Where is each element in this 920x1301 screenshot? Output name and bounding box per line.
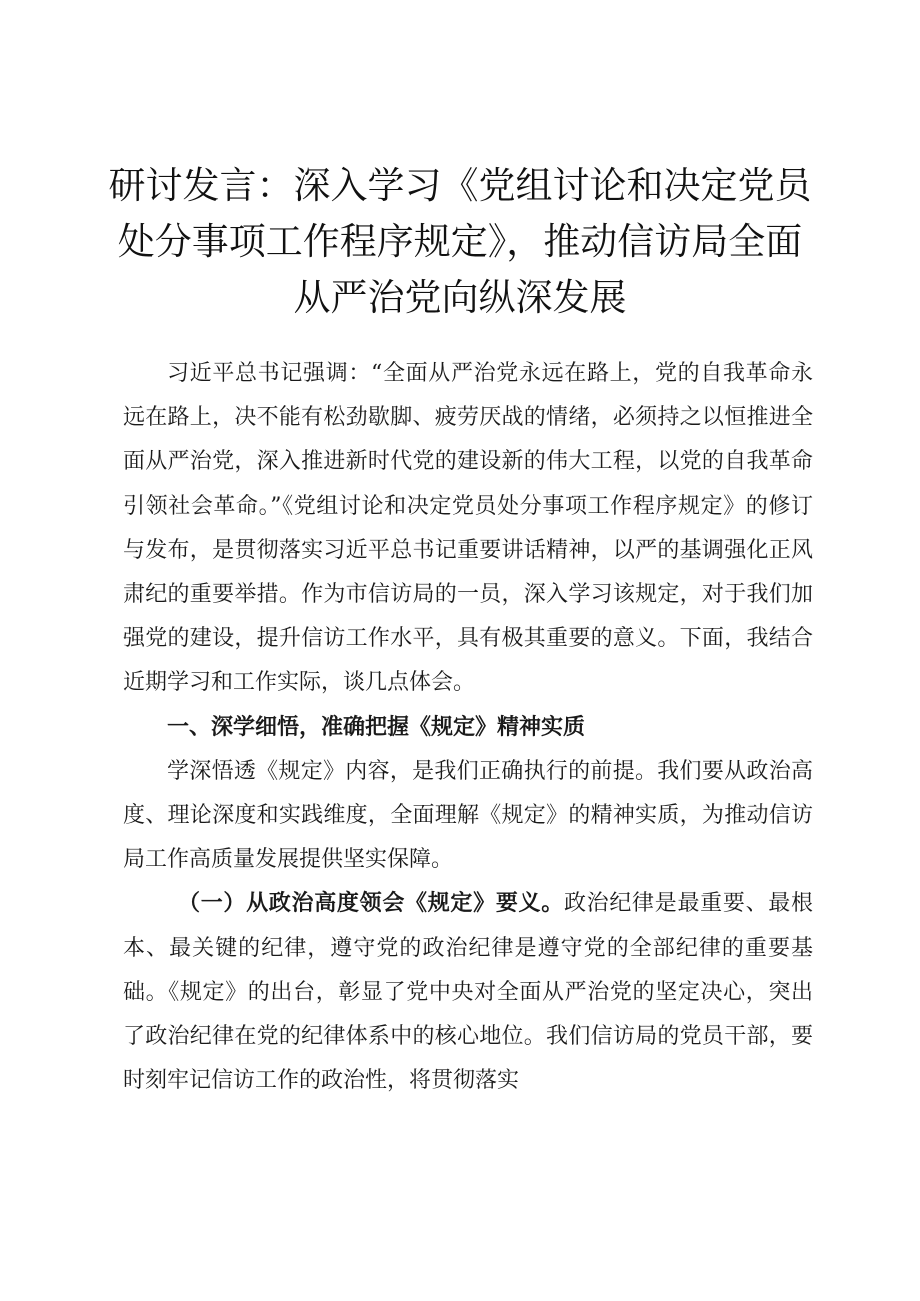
document-title: 研讨发言：深入学习《党组讨论和决定党员处分事项工作程序规定》，推动信访局全面从严治党向纵深发展: [108, 164, 812, 319]
intro-paragraph: 习近平总书记强调：“全面从严治党永远在路上，党的自我革命永远在路上，决不能有松劲歇脚、疲劳厌战的情绪，必须持之以恒推进全面从严治党，深入推进新时代党的建设新的伟大工程，以党的自我革命引领社会革命。”《党组讨论和决定党员处分事项工作程序规定》的修订与发布，是贯彻落实习近平总书记重要讲话精神，以严的基调强化正风肃纪的重要举措。作为市信访局的一员，深入学习该规定，对于我们加强党的建设，提升信访工作水平，具有极其重要的意义。下面，我结合近期学习和工作实际，谈几点体会。: [123, 361, 813, 696]
subsection-text: 政治纪律是最重要、最根本、最关键的纪律，遵守党的政治纪律是遵守党的全部纪律的重要基础。《规定》的出台，彰显了党中央对全面从严治党的坚定决心，突出了政治纪律在党的纪律体系中的核心地位。我们信访局的党员干部，要时刻牢记信访工作的政治性，将贯彻落实: [123, 891, 813, 1094]
document-body: [123, 352, 813, 1103]
section-heading: 一、深学细悟，准确把握《规定》精神实质: [167, 714, 586, 740]
subsection-paragraph: [123, 882, 813, 1103]
section-paragraph: 学深悟透《规定》内容，是我们正确执行的前提。我们要从政治高度、理论深度和实践维度，全面理解《规定》的精神实质，为推动信访局工作高质量发展提供坚实保障。: [123, 758, 813, 873]
subsection-heading: （一）从政治高度领会《规定》要义。: [178, 891, 564, 917]
